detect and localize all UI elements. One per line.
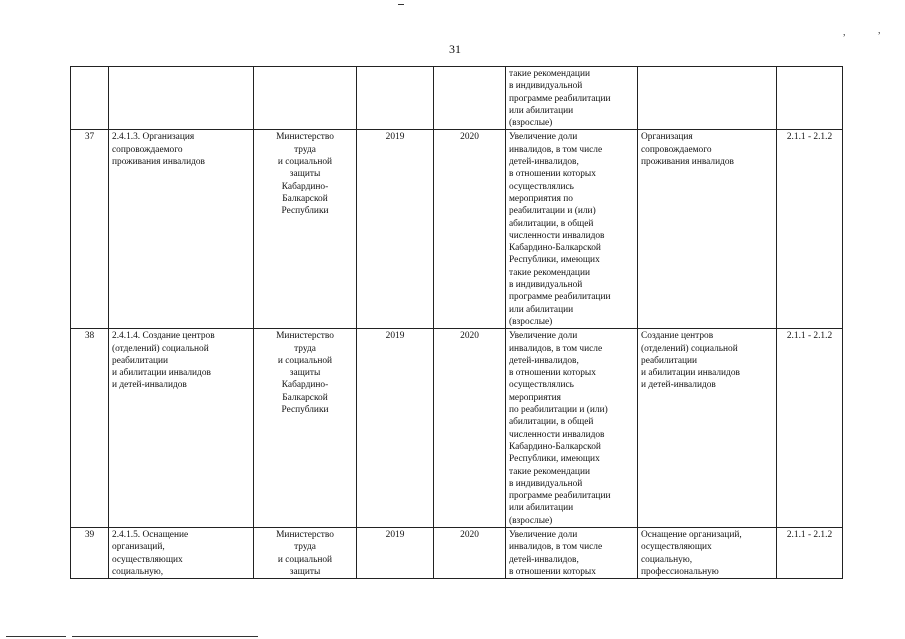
start-year-cell — [357, 67, 434, 130]
page-number: 31 — [449, 42, 461, 56]
program-table — [70, 66, 843, 579]
scan-artifact-top — [398, 4, 404, 5]
direction-cell: Создание центров (отделений) социальной реабилитации и абилитации инвалидов и детей-инвалидов — [638, 329, 777, 528]
activity-cell: 2.4.1.5. Оснащение организаций, осуществляющих социальную, — [109, 527, 254, 578]
indicator-code-cell: 2.1.1 - 2.1.2 — [777, 527, 843, 578]
row-number — [71, 67, 109, 130]
indicator-code-cell: 2.1.1 - 2.1.2 — [777, 329, 843, 528]
indicator-code-cell: 2.1.1 - 2.1.2 — [777, 130, 843, 329]
indicator-code-cell — [777, 67, 843, 130]
result-cell: Увеличение доли инвалидов, в том числе детей-инвалидов, в отношении которых осуществлялись мероприятия по реабилитации и (или) абилитации, в общей численности инвалидов Кабардино-Балкарской Республики, имеющих такие рекомендации в индивидуальной программе реабилитации или абилитации (взрослые) — [506, 130, 638, 329]
result-cell: Увеличение доли инвалидов, в том числе детей-инвалидов, в отношении которых осуществлялись мероприятия по реабилитации и (или) абилитации, в общей численности инвалидов Кабардино-Балкарской Республики, имеющих такие рекомендации в индивидуальной программе реабилитации или абилитации (взрослые) — [506, 329, 638, 528]
scan-artifact-bottom-line — [6, 636, 66, 637]
table-row — [71, 130, 843, 329]
end-year-cell: 2020 — [434, 329, 506, 528]
table-row — [71, 67, 843, 130]
activity-cell — [109, 67, 254, 130]
row-number: 39 — [71, 527, 109, 578]
executor-cell: Министерство труда и социальной защиты Кабардино- Балкарской Республики — [254, 329, 357, 528]
scan-artifact-mark: , — [878, 25, 881, 36]
scan-artifact-mark: , — [843, 27, 846, 38]
executor-cell: Министерство труда и социальной защиты — [254, 527, 357, 578]
table-row — [71, 527, 843, 578]
end-year-cell — [434, 67, 506, 130]
result-cell: Увеличение доли инвалидов, в том числе детей-инвалидов, в отношении которых — [506, 527, 638, 578]
executor-cell: Министерство труда и социальной защиты Кабардино- Балкарской Республики — [254, 130, 357, 329]
end-year-cell: 2020 — [434, 130, 506, 329]
start-year-cell: 2019 — [357, 527, 434, 578]
result-cell: такие рекомендации в индивидуальной программе реабилитации или абилитации (взрослые) — [506, 67, 638, 130]
table-row — [71, 329, 843, 528]
direction-cell — [638, 67, 777, 130]
start-year-cell: 2019 — [357, 130, 434, 329]
activity-cell: 2.4.1.4. Создание центров (отделений) социальной реабилитации и абилитации инвалидов и детей-инвалидов — [109, 329, 254, 528]
scan-artifact-bottom-line — [72, 636, 258, 637]
activity-cell: 2.4.1.3. Организация сопровождаемого проживания инвалидов — [109, 130, 254, 329]
end-year-cell: 2020 — [434, 527, 506, 578]
row-number: 38 — [71, 329, 109, 528]
row-number: 37 — [71, 130, 109, 329]
direction-cell: Оснащение организаций, осуществляющих социальную, профессиональную — [638, 527, 777, 578]
direction-cell: Организация сопровождаемого проживания инвалидов — [638, 130, 777, 329]
start-year-cell: 2019 — [357, 329, 434, 528]
executor-cell — [254, 67, 357, 130]
